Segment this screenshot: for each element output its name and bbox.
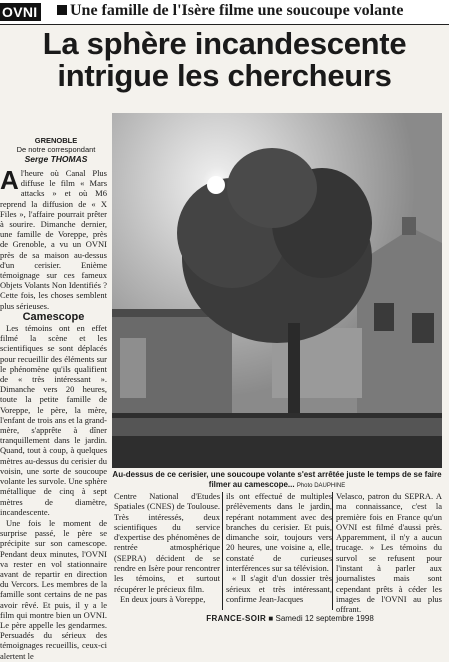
paragraph-3: Une fois le moment de surprise passé, le père se précipite sur son camescope. Pendant deux minutes, l'OVNI va rester en vol stationnaire avant de repartir en direction du Vercors. Les membres de la famille sont certains de ne pas avoir rêvé. Et puis, il y a le film qui montre bien un OVNI. Le père appelle les gendarmes. Persuadés du sérieux des témoignages recueillis, ceux-ci alertent le xyxy=(0,517,107,661)
column-3-text: ils ont effectué de multiples prélèvements dans le jardin, repérant notamment avec des branches du cerisier. Et puis, dimanche soir, toujours vers 20 heures, une voisine a, elle, constaté de curieuses interférences sur sa télévision. xyxy=(226,491,332,574)
cherry-tree-canopy xyxy=(227,148,317,228)
issue-date: Samedi 12 septembre 1998 xyxy=(275,614,374,623)
photo-caption xyxy=(112,470,442,491)
kicker-headline: Une famille de l'Isère filme une soucoupe volante xyxy=(70,2,404,19)
lead-text: l'heure où Canal Plus diffuse le film « Mars attacks » et où M6 reprend la diffusion de « X Files », l'affaire pourrait prêter à sourire. Dimanche dernier, une famille de Voreppe, près de Grenoble, a vu un OVNI près de sa maison au-dessus d'un cerisier. Enième témoignage sur ces fameux Objets Volants Non Identifiés ? Cette fois, les choses semblent plus sérieuses. xyxy=(0,168,107,311)
article-column-4 xyxy=(336,491,442,615)
byline-author: Serge THOMAS xyxy=(24,154,88,164)
header-bar xyxy=(0,0,449,24)
article-column-2 xyxy=(114,491,220,604)
caption-text: Au-dessus de ce cerisier, une soucoupe volante s'est arrêtée juste le temps de se faire filmer au camescope... xyxy=(112,470,442,489)
column-2-text-b: En deux jours à Voreppe, xyxy=(120,593,206,604)
page-footer xyxy=(140,614,440,624)
lead-paragraph xyxy=(0,165,107,311)
tree-trunk xyxy=(288,323,300,418)
sun-glare xyxy=(207,176,225,194)
footer-square-icon: ■ xyxy=(268,614,274,623)
hedge xyxy=(112,418,442,436)
square-bullet-icon xyxy=(57,5,67,15)
column-3-text-b: « Il s'agit d'un dossier très sérieux et très intéressant, confirme Jean-Jacques xyxy=(226,573,332,604)
article-column-3 xyxy=(226,491,332,604)
column-4-text: Velasco, patron du SEPRA. A ma connaissance, c'est la première fois en France qu'un OVNI est filmé d'aussi près. Apparemment, il n'y a aucun trucage. » Les témoins du survol se refusent pour l'instant à parler aux journalistes mais sont cependant prêts à céder les images de l'OVNI au plus offrant. xyxy=(336,491,442,615)
photo-credit: Photo DAUPHINE xyxy=(296,482,346,489)
newspaper-name: FRANCE-SOIR xyxy=(206,614,267,623)
header-rule xyxy=(0,24,449,25)
headline-line-2: intrigue les chercheurs xyxy=(57,58,392,93)
column-rule xyxy=(332,492,333,610)
headline-line-1: La sphère incandescente xyxy=(42,26,407,61)
chimney xyxy=(402,217,416,235)
paragraph-2: Les témoins ont en effet filmé la scène et les scientifiques se sont déplacés pour recueillir des éléments sur le phénomène qu'ils qualifient de « très intéressant ». Dimanche vers 20 heures, toute la petite famille de Voreppe, le père, la mère, l'enfant de trois ans et la grand-mère, s'apprête à dîner tranquillement dans le jardin. Quand, tout à coup, à quelques mètres au-dessus du cerisier du voisin, une sorte de soucoupe volante les survole. Une sphère métallique de cinq à sept mètres de diamètre, incandescente. xyxy=(0,323,107,517)
dateline-city: GRENOBLE xyxy=(34,136,78,145)
section-kicker: OVNI xyxy=(0,3,41,21)
main-headline xyxy=(0,28,449,92)
subhead: Camescope xyxy=(22,310,85,323)
column-rule xyxy=(222,492,223,610)
article-column-1 xyxy=(0,165,107,662)
garage-door xyxy=(120,338,146,398)
dateline xyxy=(0,136,112,164)
article-photo xyxy=(112,113,442,468)
house-window xyxy=(412,313,434,343)
dateline-from: De notre correspondant xyxy=(16,145,96,154)
column-2-text: Centre National d'Etudes Spatiales (CNES) de Toulouse. Très intéressés, deux scientifiques du service d'expertise des phénomènes de rentrée atmosphérique (SEPRA) décident de se rendre en Isère pour rencontrer les témoins, et surtout récupérer le précieux film. xyxy=(114,491,220,594)
house-window xyxy=(374,303,394,331)
drop-cap: A xyxy=(0,165,19,195)
